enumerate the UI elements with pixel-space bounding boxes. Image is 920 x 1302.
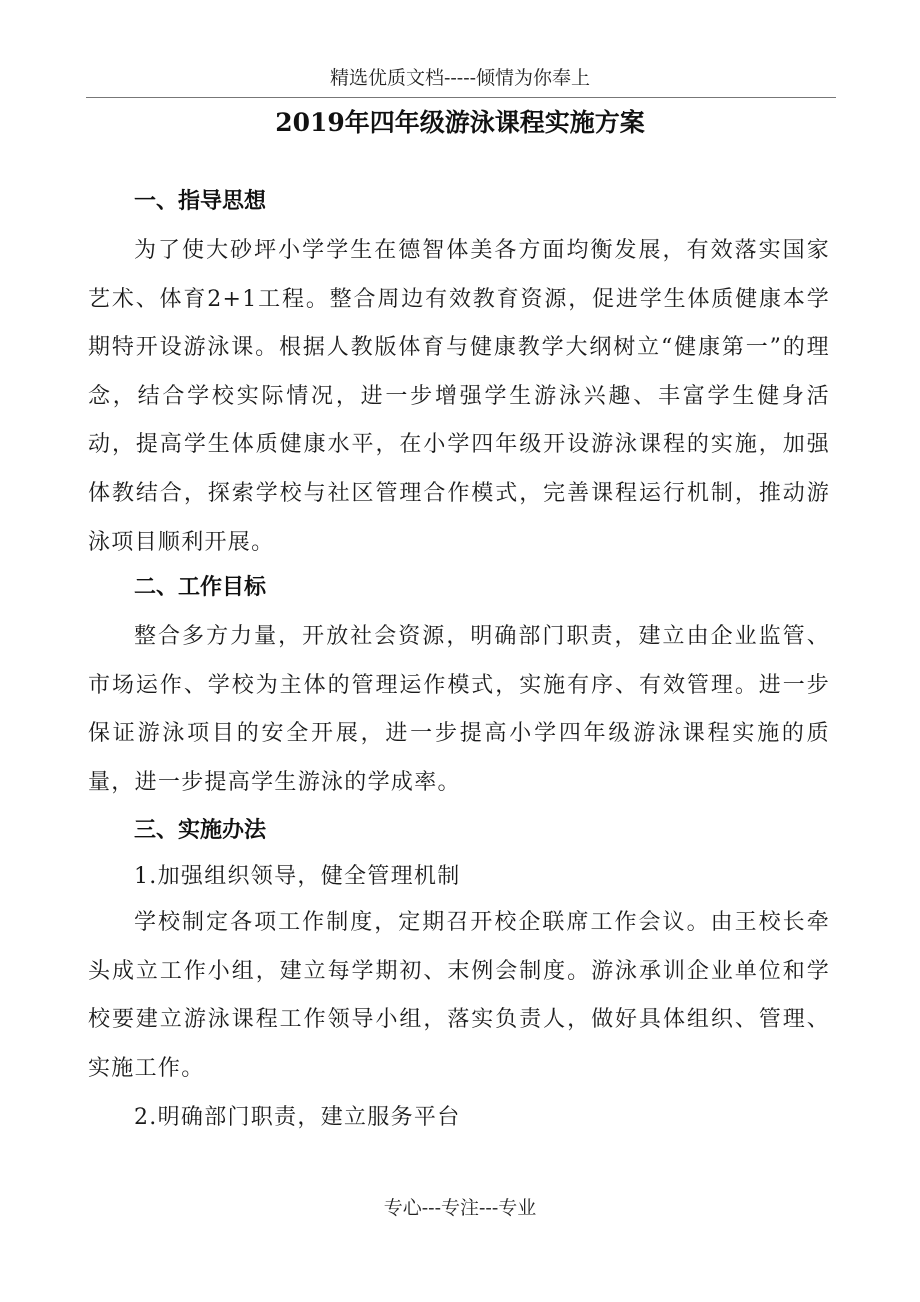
header-divider [86,97,836,98]
subsection-paragraph-organization: 学校制定各项工作制度，定期召开校企联席工作会议。由王校长牵头成立工作小组，建立每学期初、末例会制度。游泳承训企业单位和学校要建立游泳课程工作领导小组，落实负责人，做好具体组织、管理、实施工作。 [88,910,830,1081]
page-header: 精选优质文档-----倾情为你奉上 [329,67,591,89]
section-heading-work-goals: 二、工作目标 [134,575,267,600]
page-footer: 专心---专注---专业 [383,1197,537,1219]
document-title: 2019年四年级游泳课程实施方案 [275,108,645,137]
subsection-heading-responsibilities: 2.明确部门职责，建立服务平台 [134,1105,461,1130]
section-paragraph-guiding-ideology: 为了使大砂坪小学学生在德智体美各方面均衡发展，有效落实国家艺术、体育2+1工程。整合周边有效教育资源，促进学生体质健康本学期特开设游泳课。根据人教版体育与健康教学大纲树立“健康第一”的理念，结合学校实际情况，进一步增强学生游泳兴趣、丰富学生健身活动，提高学生体质健康水平，在小学四年级开设游泳课程的实施，加强体教结合，探索学校与社区管理合作模式，完善课程运行机制，推动游泳项目顺利开展。 [88,238,830,555]
section-paragraph-work-goals: 整合多方力量，开放社会资源，明确部门职责，建立由企业监管、市场运作、学校为主体的管理运作模式，实施有序、有效管理。进一步保证游泳项目的安全开展，进一步提高小学四年级游泳课程实施的质量，进一步提高学生游泳的学成率。 [88,624,830,795]
subsection-heading-organization: 1.加强组织领导，健全管理机制 [134,864,461,889]
section-heading-implementation: 三、实施办法 [134,818,267,843]
section-heading-guiding-ideology: 一、指导思想 [134,189,267,214]
